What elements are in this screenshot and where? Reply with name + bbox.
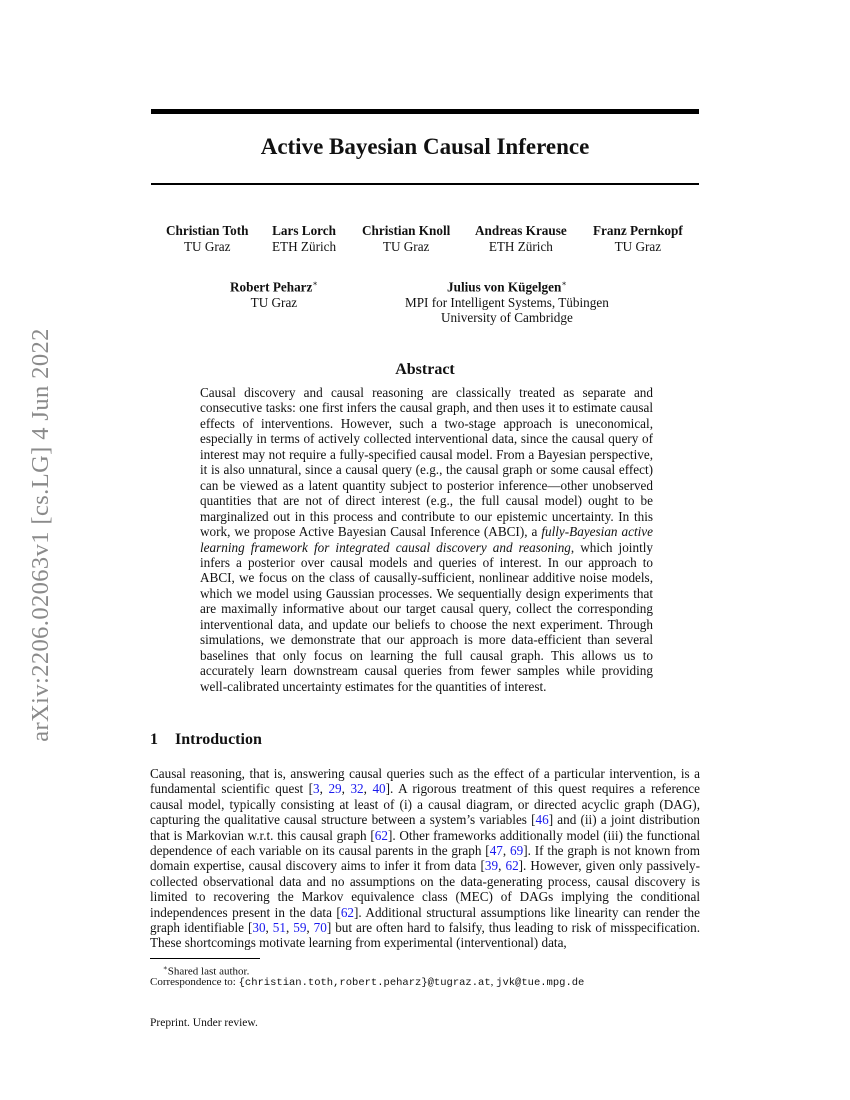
introduction-paragraph bbox=[150, 766, 700, 951]
citation-link[interactable]: 70 bbox=[313, 920, 327, 936]
abstract-text: Causal discovery and causal reasoning are classically treated as separate and consecutive tasks: one first infers the causal graph, and then uses it to estimate causal effects of interventions. However, such a two-stage approach is uneconomical, especially in terms of actively collected interventional data, since the causal query of interest may not require a fully-specified causal model. From a Bayesian perspective, it is also unnatural, since a causal query (e.g., the causal graph or some causal effect) can be viewed as a latent quantity subject to posterior inference—other unobserved quantities that are not of direct interest (e.g., the full causal model) ought to be marginalized out in this process and contribute to our epistemic uncertainty. In this work, we propose Active Bayesian Causal Inference (ABCI), a bbox=[200, 385, 653, 540]
author-affiliation: ETH Zürich bbox=[488, 238, 553, 254]
citation-link[interactable]: 51 bbox=[272, 920, 286, 936]
author-name: Christian Toth bbox=[166, 223, 249, 238]
citation-link[interactable]: 62 bbox=[374, 827, 388, 843]
shared-author-mark: ∗ bbox=[312, 279, 318, 288]
author-name: Julius von Kügelgen bbox=[447, 279, 562, 295]
author-affiliation: TU Graz bbox=[614, 238, 662, 254]
abstract-italic-text: fully-Bayesian active learning framework for integrated causal discovery and reasoning bbox=[200, 524, 653, 555]
author-block bbox=[272, 223, 336, 254]
separator-text: , bbox=[490, 976, 497, 988]
body-text: ]. Additional structural assumptions like linearity can render the graph identifiable [ bbox=[150, 904, 700, 936]
author-name: Lars Lorch bbox=[272, 223, 336, 238]
title-top-rule bbox=[151, 109, 699, 114]
citation-link[interactable]: 29 bbox=[328, 781, 342, 797]
author-block bbox=[593, 223, 683, 254]
body-text: ] but are often hard to falsify, thus leading to risk of misspecification. These shortcomings motivate learning from experimental (interventional) data, bbox=[150, 920, 701, 951]
author-affiliation: MPI for Intelligent Systems, Tübingen bbox=[405, 294, 609, 310]
body-text: , bbox=[306, 920, 314, 936]
citation-link[interactable]: 47 bbox=[489, 843, 503, 859]
title-bottom-rule bbox=[151, 183, 699, 185]
citation-link[interactable]: 46 bbox=[535, 812, 549, 828]
body-text: ]. However, given only passively-collected observational data and no assumptions on the data-generating process, causal discovery is limited to recovering the Markov equivalence class (MEC) of DAGs implying the conditional independences present in the data [ bbox=[150, 858, 700, 920]
author-name: Andreas Krause bbox=[475, 223, 567, 238]
citation-link[interactable]: 62 bbox=[340, 904, 354, 920]
author-name: Franz Pernkopf bbox=[593, 223, 683, 238]
footnote-correspondence bbox=[150, 975, 584, 990]
body-text: , bbox=[341, 781, 351, 797]
author-block bbox=[475, 223, 567, 254]
abstract-heading: Abstract bbox=[395, 361, 455, 378]
body-text: , bbox=[363, 781, 373, 797]
abstract-text: , which jointly infers a posterior over causal models and queries of interest. In our approach to ABCI, we focus on the class of causally-sufficient, nonlinear additive noise models, which we model using Gaussian processes. We sequentially design experiments that are maximally informative about our target causal query, collect the corresponding interventional data, and update our beliefs to choose the next experiment. Through simulations, we demonstrate that our approach is more data-efficient than several baselines that only focus on learning the full causal graph. This allows us to accurately learn downstream causal queries from fewer samples while providing well-calibrated uncertainty estimates for the quantities of interest. bbox=[200, 539, 653, 694]
shared-author-mark: ∗ bbox=[561, 279, 567, 288]
preprint-note: Preprint. Under review. bbox=[150, 1017, 258, 1029]
section-number: 1 bbox=[150, 731, 158, 748]
paper-title: Active Bayesian Causal Inference bbox=[260, 134, 590, 159]
citation-link[interactable]: 62 bbox=[505, 858, 519, 874]
body-text: , bbox=[319, 781, 329, 797]
body-text: , bbox=[285, 920, 294, 936]
citation-link[interactable]: 59 bbox=[293, 920, 307, 936]
arxiv-identifier-stamp bbox=[18, 298, 64, 772]
citation-link[interactable]: 3 bbox=[313, 781, 320, 797]
body-text: , bbox=[502, 843, 511, 859]
citation-link[interactable]: 32 bbox=[350, 781, 364, 797]
citation-link[interactable]: 40 bbox=[372, 781, 386, 797]
email-link[interactable]: {christian.toth,robert.peharz}@tugraz.at bbox=[238, 977, 491, 989]
body-text: ]. A rigorous treatment of this quest requires a reference causal model, typically consisting at least of (i) a causal diagram, or directed acyclic graph (DAG), capturing the qualitative causal structure between a system’s variables [ bbox=[150, 781, 700, 828]
abstract-body bbox=[200, 385, 653, 694]
author-block bbox=[362, 223, 450, 254]
body-text: ]. Other frameworks additionally model (iii) the functional dependence of each variable on its causal parents in the graph [ bbox=[150, 827, 700, 859]
author-affiliation: TU Graz bbox=[183, 238, 231, 254]
author-affiliation: University of Cambridge bbox=[440, 310, 573, 326]
citation-link[interactable]: 69 bbox=[510, 843, 524, 859]
author-affiliation: TU Graz bbox=[250, 294, 298, 310]
author-block bbox=[405, 276, 609, 326]
author-affiliation: ETH Zürich bbox=[272, 238, 337, 254]
author-affiliation: TU Graz bbox=[382, 238, 430, 254]
arxiv-identifier-text: arXiv:2206.02063v1 [cs.LG] 4 Jun 2022 bbox=[27, 328, 54, 742]
body-text: Causal reasoning, that is, answering causal queries such as the effect of a particular intervention, is a fundamental scientific quest [ bbox=[150, 766, 700, 797]
citation-link[interactable]: 39 bbox=[484, 858, 499, 874]
footnote-mark: ∗ bbox=[163, 964, 168, 972]
correspondence-label: Correspondence to: bbox=[150, 976, 239, 988]
section-title: Introduction bbox=[175, 731, 262, 748]
author-block bbox=[230, 276, 318, 310]
body-text: ]. If the graph is not known from domain expertise, causal discovery aims to infer it from data [ bbox=[150, 843, 700, 874]
footnote-text: Shared last author. bbox=[167, 965, 250, 978]
citation-link[interactable]: 30 bbox=[252, 920, 266, 936]
body-text: ] and (ii) a joint distribution that is Markovian w.r.t. this causal graph [ bbox=[150, 812, 701, 843]
author-name: Robert Peharz bbox=[230, 279, 313, 295]
body-text: , bbox=[265, 920, 273, 936]
author-name: Christian Knoll bbox=[362, 223, 451, 238]
section-heading bbox=[150, 731, 262, 749]
author-block bbox=[166, 223, 248, 254]
footnote-rule bbox=[150, 958, 260, 959]
body-text: , bbox=[498, 858, 506, 874]
email-link[interactable]: jvk@tue.mpg.de bbox=[496, 977, 585, 989]
